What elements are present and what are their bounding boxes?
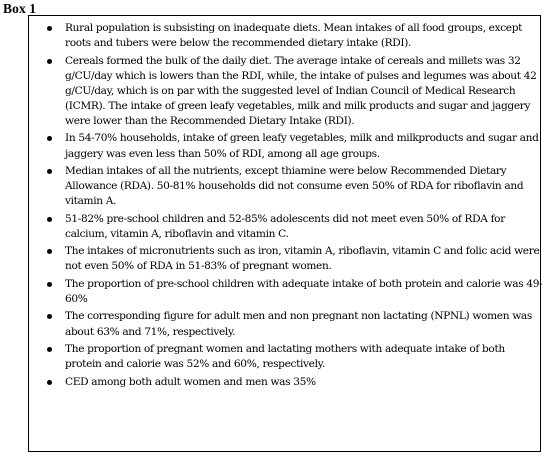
list-item — [47, 131, 543, 161]
bullet-icon — [47, 59, 52, 64]
list-item — [47, 212, 543, 242]
list-item — [47, 375, 543, 390]
findings-list — [47, 21, 543, 392]
list-item-text: The intakes of micronutrients such as iron, vitamin A, riboflavin, vitamin C and folic acid were not even 50% of RDA in 51-83% of pregnant women. — [65, 245, 540, 273]
list-item-text: The proportion of pre-school children with adequate intake of both protein and calorie was 49-60% — [65, 277, 543, 305]
list-item-text: The proportion of pregnant women and lactating mothers with adequate intake of both protein and calorie was 52% and 60%, respectively. — [65, 343, 505, 371]
box-title: Box 1 — [3, 1, 37, 16]
bullet-icon — [47, 217, 52, 222]
bullet-icon — [47, 347, 52, 352]
list-item-text: In 54-70% households, intake of green leafy vegetables, milk and milkproducts and sugar and jaggery was even less than 50% of RDI, among all age groups. — [65, 132, 539, 160]
list-item — [47, 244, 543, 274]
list-item-text: Cereals formed the bulk of the daily diet. The average intake of cereals and millets was 32 g/CU/day which is lowers than the RDI, while, the intake of pulses and legumes was about 42 g/CU/day, which is on par with the suggested level of Indian Council of Medical Research (ICMR). The intake of green leafy vegetables, milk and milk products and sugar and jaggery were lower than the Recommended Dietary Intake (RDI). — [65, 54, 537, 127]
bullet-icon — [47, 282, 52, 287]
list-item-text: Rural population is subsisting on inadequate diets. Mean intakes of all food groups, except roots and tubers were below the recommended dietary intake (RDI). — [65, 22, 523, 50]
list-item-text: CED among both adult women and men was 35% — [65, 375, 316, 388]
bullet-icon — [47, 380, 52, 385]
bullet-icon — [47, 26, 52, 31]
list-item-text: 51-82% pre-school children and 52-85% adolescents did not meet even 50% of RDA for calcium, vitamin A, riboflavin and vitamin C. — [65, 212, 505, 240]
list-item-text: The corresponding figure for adult men and non pregnant non lactating (NPNL) women was about 63% and 71%, respectively. — [65, 310, 532, 338]
bullet-icon — [47, 169, 52, 174]
bullet-icon — [47, 249, 52, 254]
list-item — [47, 309, 543, 339]
list-item — [47, 277, 543, 307]
list-item — [47, 342, 543, 372]
list-item-text: Median intakes of all the nutrients, except thiamine were below Recommended Dietary Allowance (RDA). 50-81% households did not consume even 50% of RDA for riboflavin and vitamin A. — [65, 165, 524, 208]
bullet-icon — [47, 314, 52, 319]
bullet-icon — [47, 136, 52, 141]
list-item — [47, 54, 543, 129]
list-item — [47, 164, 543, 209]
list-item — [47, 21, 543, 51]
